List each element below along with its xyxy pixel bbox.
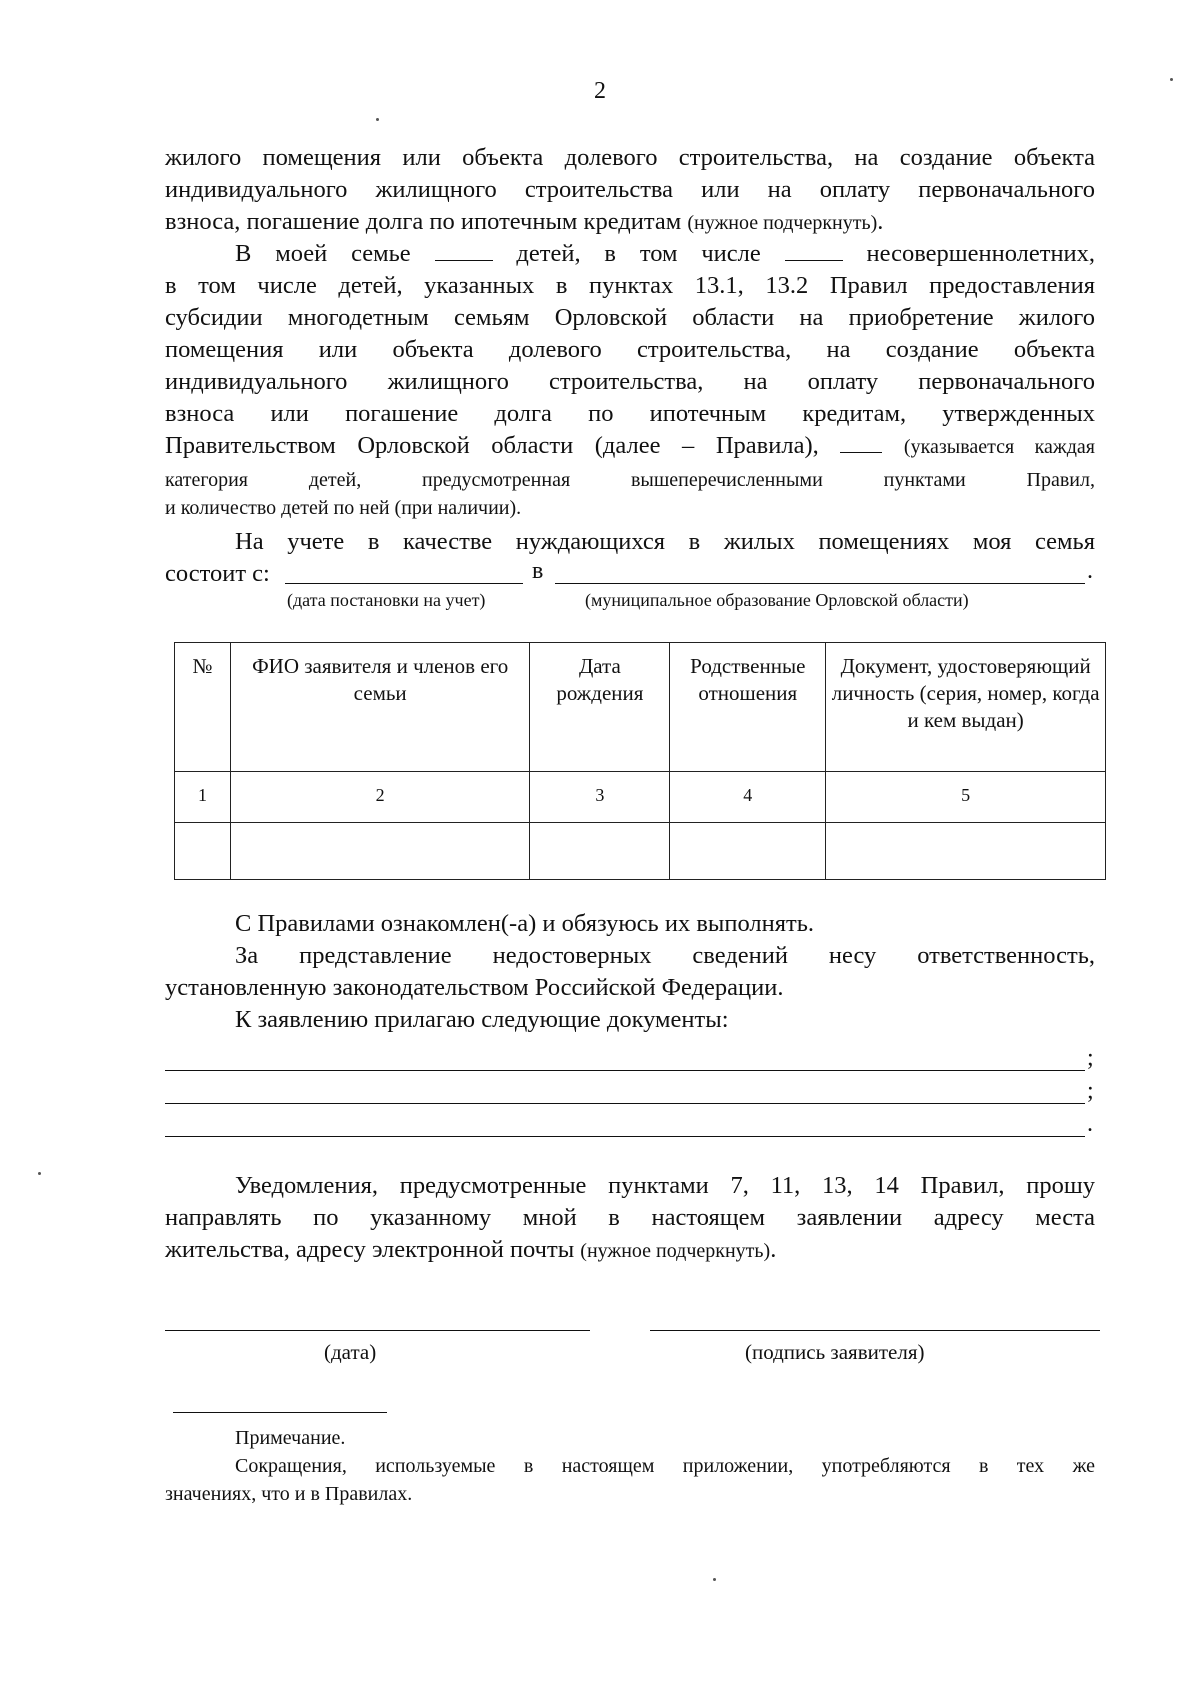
line-end-mark: ;	[1087, 1045, 1094, 1071]
scan-speck	[376, 118, 379, 121]
registry-label: состоит с:	[165, 560, 270, 587]
family-line: в том числе детей, указанных в пунктах 13.1, 13.2 Правил предоставления	[165, 272, 1095, 299]
note-line: значениях, что и в Правилах.	[165, 1483, 413, 1505]
table-number-row	[175, 772, 1106, 823]
family-members-table	[174, 642, 1106, 880]
note-line: Сокращения, используемые в настоящем приложении, употребляются в тех же	[235, 1455, 1095, 1477]
rules-acknowledgement: С Правилами ознакомлен(-а) и обязуюсь их выполнять.	[235, 910, 815, 937]
date-caption: (дата)	[324, 1340, 377, 1364]
column-header-birthdate: Дата рождения	[530, 643, 670, 772]
attached-documents-label: К заявлению прилагаю следующие документы:	[235, 1006, 729, 1033]
column-header-name: ФИО заявителя и членов его семьи	[230, 643, 530, 772]
family-line: субсидии многодетным семьям Орловской области на приобретение жилого	[165, 304, 1095, 331]
registry-in: в	[532, 558, 544, 584]
notifications-line: Уведомления, предусмотренные пунктами 7, 11, 13, 14 Правил, прошу	[235, 1172, 1095, 1199]
notifications-line: направлять по указанному мной в настоящем заявлении адресу места	[165, 1204, 1095, 1231]
note-section	[165, 1424, 1095, 1508]
family-line: взноса или погашение долга по ипотечным кредитам, утвержденных	[165, 400, 1095, 427]
column-header-relationship: Родственные отношения	[670, 643, 826, 772]
family-line: В моей семье детей, в том числе несовершеннолетних,	[235, 240, 1096, 267]
signature-caption: (подпись заявителя)	[745, 1340, 925, 1364]
minors-count-blank[interactable]	[785, 240, 843, 261]
column-number: 5	[826, 772, 1106, 823]
notifications-paragraph	[165, 1170, 1095, 1267]
category-blank[interactable]	[840, 432, 882, 453]
municipality-caption: (муниципальное образование Орловской области)	[585, 590, 969, 610]
family-line: помещения или объекта долевого строительства, на создание объекта	[165, 336, 1095, 363]
registry-paragraph	[165, 526, 1095, 590]
scan-speck	[713, 1578, 716, 1581]
footnote-divider	[173, 1412, 387, 1413]
intro-line: индивидуального жилищного строительства или на оплату первоначального	[165, 176, 1095, 203]
registration-date-blank[interactable]	[285, 583, 523, 584]
column-number: 3	[530, 772, 670, 823]
category-note	[165, 466, 1095, 522]
note-title: Примечание.	[235, 1427, 346, 1449]
date-line[interactable]	[165, 1330, 590, 1331]
scan-speck	[1170, 78, 1173, 81]
children-count-blank[interactable]	[435, 240, 493, 261]
intro-line: взноса, погашение долга по ипотечным кредитам (нужное подчеркнуть).	[165, 208, 884, 235]
family-line: индивидуального жилищного строительства, на оплату первоначального	[165, 368, 1095, 395]
page-number: 2	[594, 78, 606, 104]
signature-line[interactable]	[650, 1330, 1100, 1331]
notifications-line: жительства, адресу электронной почты (нужное подчеркнуть).	[165, 1236, 777, 1263]
category-note-line: категория детей, предусмотренная вышеперечисленными пунктами Правил,	[165, 469, 1095, 491]
attached-document-line[interactable]	[165, 1070, 1085, 1071]
category-note-line: и количество детей по ней (при наличии).	[165, 497, 522, 519]
registry-line: На учете в качестве нуждающихся в жилых помещениях моя семья	[235, 528, 1095, 555]
family-paragraph	[165, 238, 1095, 463]
column-number: 2	[230, 772, 530, 823]
attached-document-line[interactable]	[165, 1136, 1085, 1137]
table-cell[interactable]	[175, 823, 231, 880]
column-number: 4	[670, 772, 826, 823]
table-header-row	[175, 643, 1106, 772]
table-cell[interactable]	[826, 823, 1106, 880]
registration-date-caption: (дата постановки на учет)	[287, 590, 486, 610]
table-cell[interactable]	[230, 823, 530, 880]
table-cell[interactable]	[530, 823, 670, 880]
table-cell[interactable]	[670, 823, 826, 880]
line-end-mark: ;	[1087, 1078, 1094, 1104]
column-number: 1	[175, 772, 231, 823]
column-header-number: №	[175, 643, 231, 772]
municipality-blank[interactable]	[555, 583, 1085, 584]
statements-paragraph	[165, 908, 1095, 1036]
attached-document-line[interactable]	[165, 1103, 1085, 1104]
family-line: Правительством Орловской области (далее – Правила), (указывается каждая	[165, 432, 1095, 459]
line-end-mark: .	[1087, 1111, 1093, 1137]
intro-line: жилого помещения или объекта долевого строительства, на создание объекта	[165, 144, 1095, 171]
scan-speck	[38, 1172, 41, 1175]
intro-paragraph	[165, 142, 1095, 239]
table-row	[175, 823, 1106, 880]
column-header-id-document: Документ, удостоверяющий личность (серия, номер, когда и кем выдан)	[826, 643, 1106, 772]
underline-hint: (нужное подчеркнуть)	[687, 212, 878, 234]
underline-hint: (нужное подчеркнуть)	[580, 1240, 771, 1262]
liability-line: За представление недостоверных сведений несу ответственность,	[235, 942, 1095, 969]
registry-end: .	[1087, 558, 1093, 584]
liability-line: установленную законодательством Российской Федерации.	[165, 974, 784, 1001]
